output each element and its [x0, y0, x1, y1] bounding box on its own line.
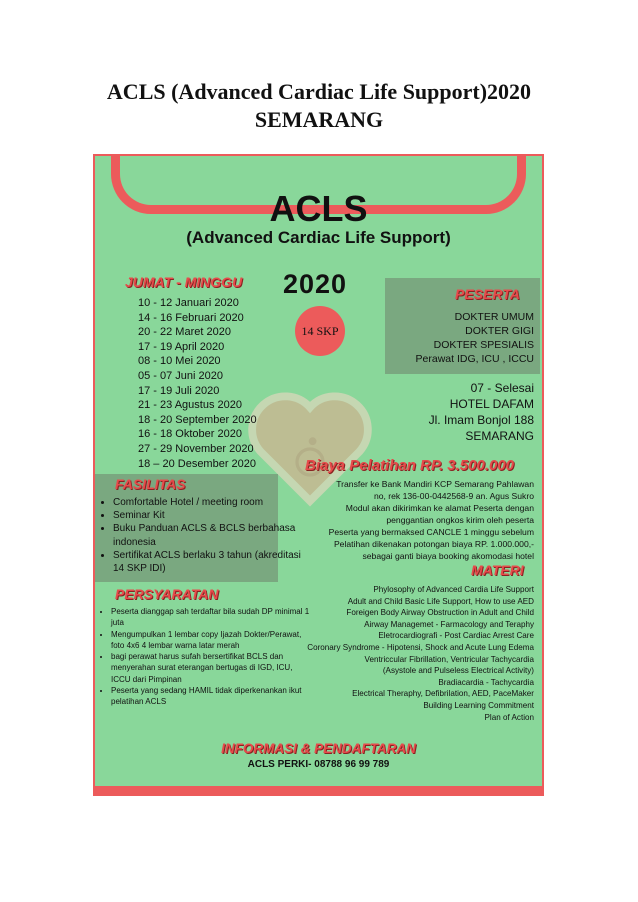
- materi-item: Ventriccular Fibrillation, Ventricular Tachycardia: [364, 654, 534, 664]
- schedule-date: 14 - 16 Februari 2020: [138, 311, 244, 324]
- persyaratan-list: [99, 606, 311, 708]
- fasilitas-item: • Comfortable Hotel / meeting room: [113, 496, 303, 509]
- poster-subtitle: (Advanced Cardiac Life Support): [186, 228, 451, 247]
- materi-item: Bradiacardia - Tachycardia: [438, 677, 534, 687]
- persyaratan-item: • Peserta dianggap sah terdaftar bila sudah DP minimal 1 juta: [111, 606, 311, 629]
- schedule-date: 20 - 22 Maret 2020: [138, 326, 231, 339]
- transfer-line: penggantian ongkos kirim oleh peserta: [386, 515, 534, 525]
- schedule-date: 10 - 12 Januari 2020: [138, 297, 239, 309]
- persyaratan-item: • bagi perawat harus sufah bersertifikat BCLS dan menyerahan surat eterangan bertugas di IGD, ICU, ICCU dari Pimpinan: [111, 651, 311, 685]
- contact-number: ACLS PERKI- 08788 96 99 789: [247, 759, 390, 770]
- schedule-date: 16 - 18 Oktober 2020: [138, 428, 242, 441]
- materi-item: Foreigen Body Airway Obstruction in Adult and Child: [346, 608, 534, 618]
- venue-hotel: HOTEL DAFAM: [449, 397, 534, 411]
- venue-time: 07 - Selesai: [470, 381, 534, 395]
- peserta-list: [416, 310, 534, 366]
- bottom-bar: [95, 786, 542, 794]
- schedule-dates-list: [138, 296, 257, 471]
- persyaratan-item: • Peserta yang sedang HAMIL tidak diperkenankan ikut pelatihan ACLS: [111, 685, 311, 708]
- page-title-line-2: SEMARANG: [254, 107, 384, 132]
- transfer-info: [294, 478, 534, 562]
- peserta-heading: PESERTA: [455, 286, 520, 302]
- transfer-line: Peserta yang bermaksed CANCLE 1 minggu sebelum: [328, 527, 534, 537]
- materi-item: Adult and Child Basic Life Support, How to use AED: [347, 596, 534, 606]
- schedule-date: 21 - 23 Agustus 2020: [138, 399, 242, 412]
- persyaratan-item: • Mengumpulkan 1 lembar copy Ijazah Dokter/Perawat, foto 4x6 4 lembar warna latar merah: [111, 629, 311, 652]
- page-title: [0, 78, 638, 134]
- schedule-date: 17 - 19 April 2020: [138, 340, 225, 353]
- materi-heading: MATERI: [471, 562, 524, 578]
- materi-item: Airway Managemet - Farmacology and Teraphy: [364, 619, 534, 629]
- schedule-date: 18 - 20 September 2020: [138, 413, 257, 426]
- year-label: 2020: [283, 269, 348, 299]
- fasilitas-item: • Buku Panduan ACLS & BCLS berbahasa indonesia: [113, 522, 303, 548]
- transfer-line: Pelatihan dikenakan potongan biaya RP. 1.000.000,-: [333, 539, 534, 549]
- materi-item: (Asystole and Pulseless Electrical Activity): [382, 666, 534, 676]
- venue-city: SEMARANG: [465, 429, 534, 443]
- materi-list: [284, 584, 534, 723]
- materi-item: Building Learning Commitment: [423, 700, 534, 710]
- venue-info: [429, 380, 534, 444]
- materi-item: Electrical Theraphy, Defibrilation, AED, PaceMaker: [352, 689, 534, 699]
- transfer-line: sebagai ganti biaya booking akomodasi hotel: [362, 551, 534, 561]
- peserta-item: DOKTER SPESIALIS: [433, 339, 534, 351]
- transfer-line: no, rek 136-00-0442568-9 an. Agus Sukro: [373, 491, 534, 501]
- schedule-date: 27 - 29 November 2020: [138, 442, 254, 455]
- schedule-date: 17 - 19 Juli 2020: [138, 384, 220, 397]
- fasilitas-item: • Seminar Kit: [113, 509, 303, 522]
- materi-item: Plan of Action: [484, 712, 534, 722]
- fasilitas-list: [99, 496, 303, 575]
- schedule-date: 08 - 10 Mei 2020: [138, 355, 221, 368]
- persyaratan-heading: PERSYARATAN: [115, 586, 219, 602]
- fasilitas-item: • Sertifikat ACLS berlaku 3 tahun (akreditasi 14 SKP IDI): [113, 549, 303, 575]
- poster-title: ACLS: [269, 188, 368, 229]
- transfer-line: Transfer ke Bank Mandiri KCP Semarang Pahlawan: [336, 479, 534, 489]
- venue-address: Jl. Imam Bonjol 188: [428, 413, 534, 427]
- materi-item: Phylosophy of Advanced Cardia Life Support: [373, 585, 534, 594]
- page-title-line-1: ACLS (Advanced Cardiac Life Support)2020: [106, 79, 532, 104]
- price-heading: Biaya Pelatihan RP. 3.500.000: [305, 457, 515, 474]
- schedule-date: 18 – 20 Desember 2020: [138, 457, 257, 470]
- schedule-heading: JUMAT - MINGGU: [125, 274, 243, 290]
- materi-item: Coronary Syndrome - Hipotensi, Shock and Acute Lung Edema: [307, 642, 534, 652]
- skp-badge: 14 SKP: [295, 306, 345, 356]
- schedule-date: 05 - 07 Juni 2020: [138, 369, 224, 382]
- materi-item: Eletrocardiografi - Post Cardiac Arrest Care: [378, 631, 534, 641]
- acls-poster: [93, 154, 544, 796]
- transfer-line: Modul akan dikirimkan ke alamat Peserta dengan: [345, 503, 534, 513]
- peserta-item: DOKTER GIGI: [465, 325, 534, 337]
- peserta-item: DOKTER UMUM: [454, 311, 534, 323]
- fasilitas-heading: FASILITAS: [115, 476, 186, 492]
- peserta-item: Perawat IDG, ICU , ICCU: [415, 353, 534, 365]
- info-heading: INFORMASI & PENDAFTARAN: [221, 741, 416, 756]
